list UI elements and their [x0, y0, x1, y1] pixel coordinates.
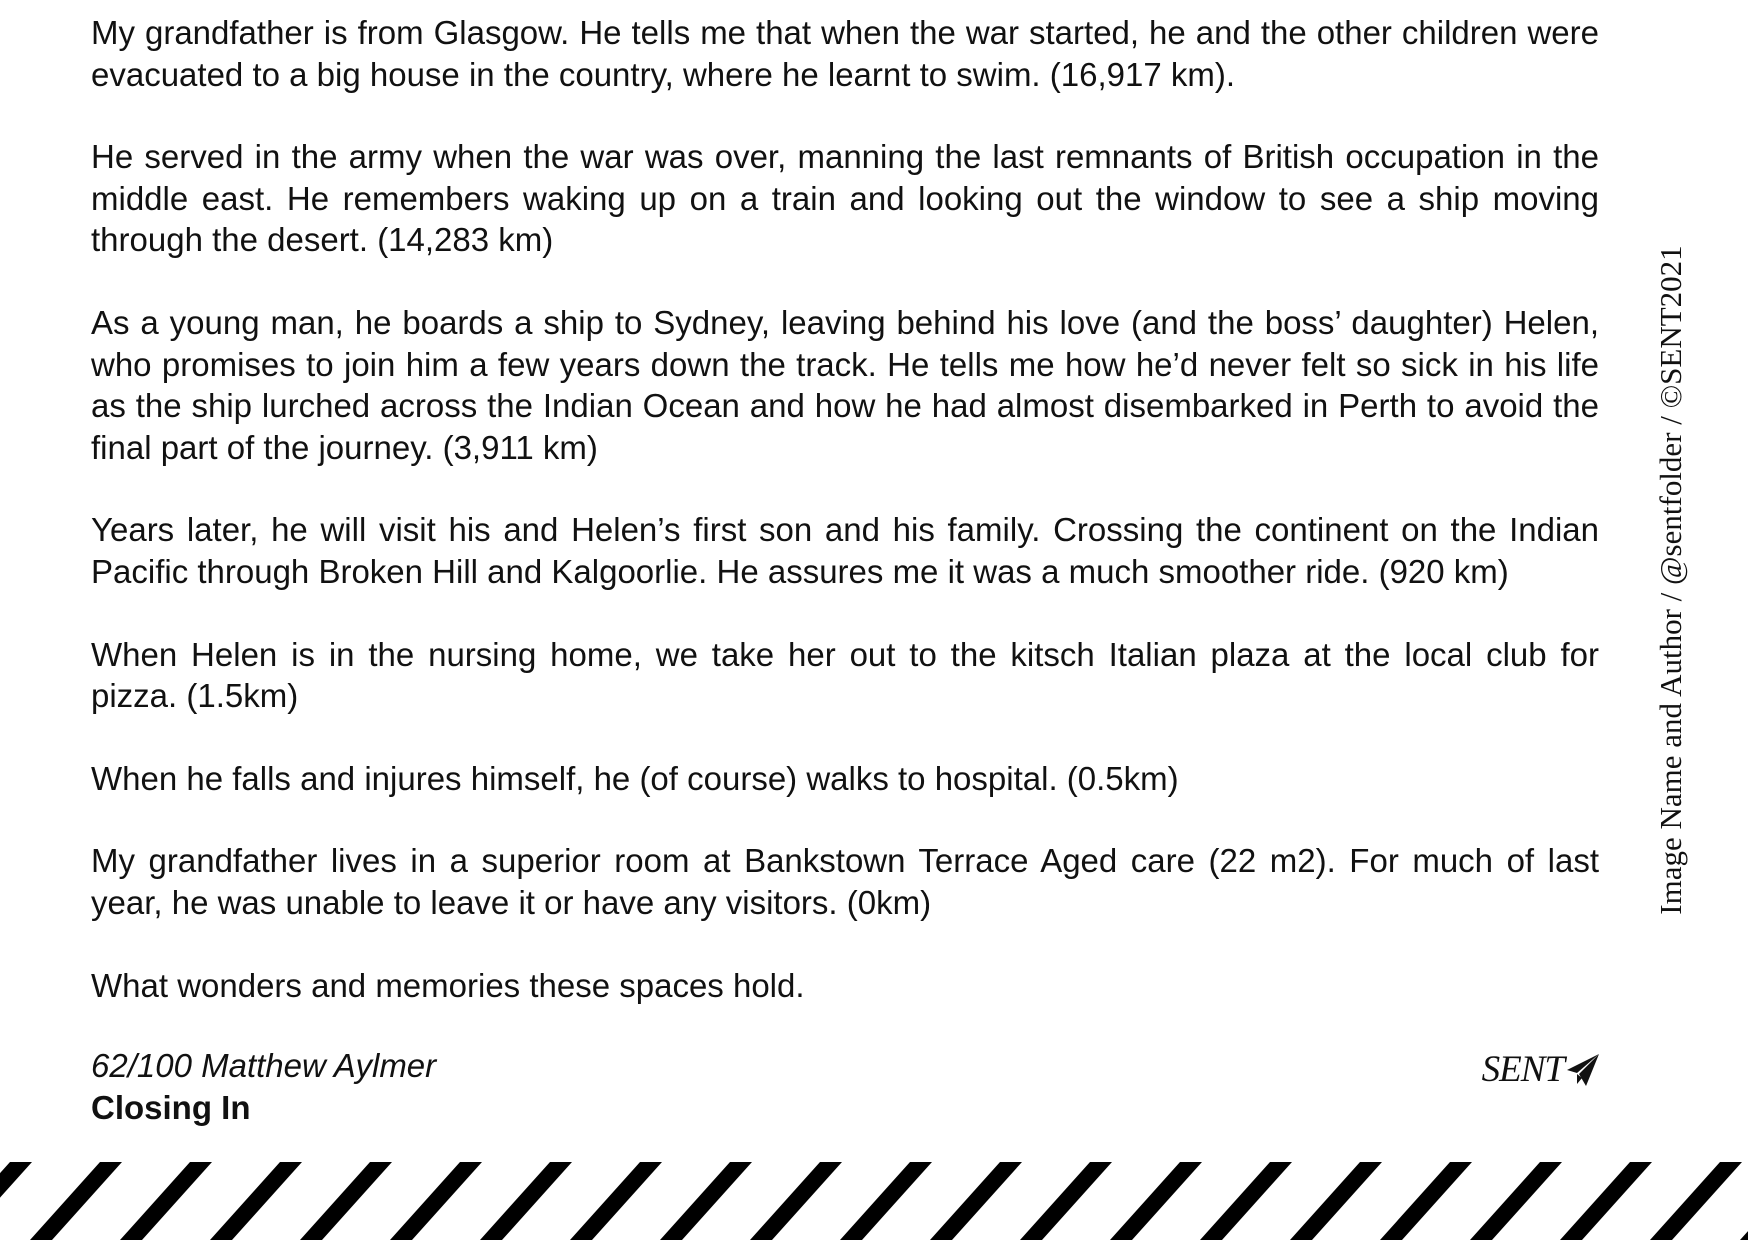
stripe	[1560, 1162, 1652, 1240]
paragraph-glasgow: My grandfather is from Glasgow. He tells me that when the war started, he and the other children were evacuated to a big house in the country, where he learnt to swim. (16,917 km).	[91, 14, 1599, 93]
footer-info	[91, 1045, 436, 1129]
stripe	[1740, 1162, 1748, 1240]
stripe	[480, 1162, 572, 1240]
story-title: Closing In	[91, 1089, 251, 1126]
stripe	[1110, 1162, 1202, 1240]
stripe	[750, 1162, 842, 1240]
stripe	[30, 1162, 122, 1240]
brand-name: SENT	[1481, 1049, 1564, 1090]
stripe	[120, 1162, 212, 1240]
stripe	[210, 1162, 302, 1240]
paragraph-nursing-home: When Helen is in the nursing home, we take her out to the kitsch Italian plaza at the local club for pizza. (1.5km)	[91, 635, 1599, 715]
paragraph-closing: What wonders and memories these spaces hold.	[91, 966, 805, 1004]
paragraph-army: He served in the army when the war was over, manning the last remnants of British occupation in the middle east. He remembers waking up on a train and looking out the window to see a ship moving through the desert. (14,283 km)	[91, 138, 1599, 259]
stripe	[0, 1162, 32, 1240]
side-credit: Image Name and Author / @sentfolder / ©SENT2021	[1653, 245, 1688, 915]
brand-logo	[1482, 1048, 1600, 1091]
stripe	[1470, 1162, 1562, 1240]
stripe-border	[0, 1162, 1748, 1240]
stripe	[390, 1162, 482, 1240]
paragraph-aged-care: My grandfather lives in a superior room at Bankstown Terrace Aged care (22 m2). For much of last year, he was unable to leave it or have any visitors. (0km)	[91, 842, 1599, 921]
stripe	[840, 1162, 932, 1240]
paper-plane-icon	[1566, 1053, 1600, 1087]
stripe	[930, 1162, 1022, 1240]
stripe	[1290, 1162, 1382, 1240]
paragraph-hospital: When he falls and injures himself, he (of course) walks to hospital. (0.5km)	[91, 759, 1179, 797]
story-body	[91, 12, 1599, 1006]
stripe	[300, 1162, 392, 1240]
stripe	[1200, 1162, 1292, 1240]
edition-author: 62/100 Matthew Aylmer	[91, 1047, 437, 1084]
stripe	[1380, 1162, 1472, 1240]
stripe	[1650, 1162, 1742, 1240]
stripe	[660, 1162, 752, 1240]
paragraph-sydney: As a young man, he boards a ship to Sydney, leaving behind his love (and the boss’ daughter) Helen, who promises to join him a few years down the track. He tells me how he’d never felt so sick in his life as the ship lurched across the Indian Ocean and how he had almost disembarked in Perth to avoid the final part of the journey. (3,911 km)	[91, 303, 1599, 466]
paragraph-indian-pacific: Years later, he will visit his and Helen’s first son and his family. Crossing the continent on the Indian Pacific through Broken Hill and Kalgoorlie. He assures me it was a much smoother ride. (920 km)	[91, 511, 1599, 590]
stripe	[570, 1162, 662, 1240]
stripe	[1020, 1162, 1112, 1240]
